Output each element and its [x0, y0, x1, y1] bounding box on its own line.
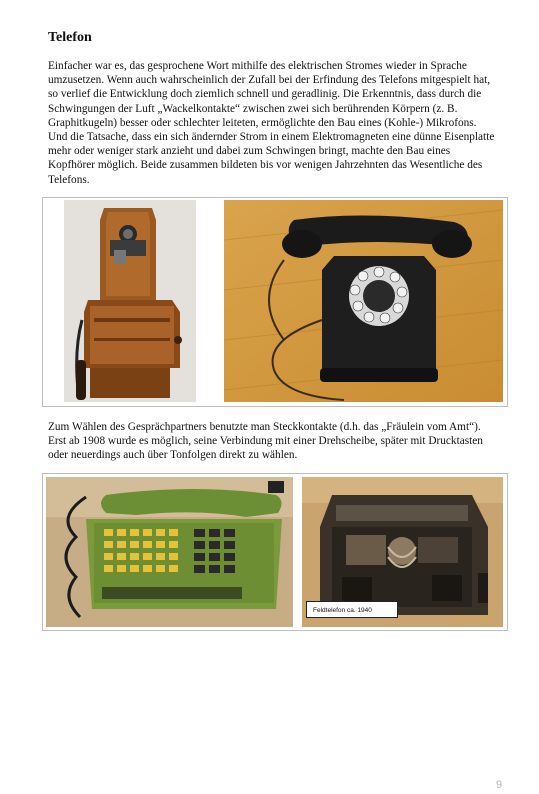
intro-paragraph: Einfacher war es, das gesprochene Wort mithilfe des elektrischen Stromes wieder in Sprache umzusetzen. Wenn auch wahrscheinlich der Zufall bei der Erfindung des Telefons mitgespielt hat, so verlief die Entwicklung doch ziemlich schnell und geradlinig. Die Erkenntnis, dass durch die Schwingungen der Luft „Wackelkontakte“ zwischen zwei sich berührenden Körpern (z. B. Graphitkugeln) besser oder schlechter leiteten, ermöglichte den Bau eines (Kohle-) Mikrofons. Und die Tatsache, dass ein sich ändernder Strom in einem Elektromagneten eine dünne Eisenplatte mehr oder weniger stark anzieht und dabei zum Schwingen bringt, machte den Bau eines Kopfhörer möglich. Beide zusammen bildeten bis vor wenigen Jahrzehnten das Wesentliche des Telefons.	[48, 60, 495, 186]
dialing-paragraph: Zum Wählen des Gesprächpartners benutzte man Steckkontakte (d.h. das „Fräulein vom Amt“). Erst ab 1908 wurde es möglich, seine Verbindung mit einer Drehscheibe, später mit Drucktasten oder neuerdings auch über Tonfolgen direkt zu wählen.	[48, 421, 483, 462]
photo-caption: Feldtelefon ca. 1940	[306, 601, 398, 618]
page-number: 9	[496, 779, 503, 791]
photo-button-telephone	[46, 477, 293, 627]
photo-date-stamp: 25.12.2007	[460, 617, 491, 623]
photo-desk-telephone	[224, 200, 503, 402]
photo-wall-telephone	[64, 200, 196, 402]
page-title: Telefon	[48, 30, 92, 45]
